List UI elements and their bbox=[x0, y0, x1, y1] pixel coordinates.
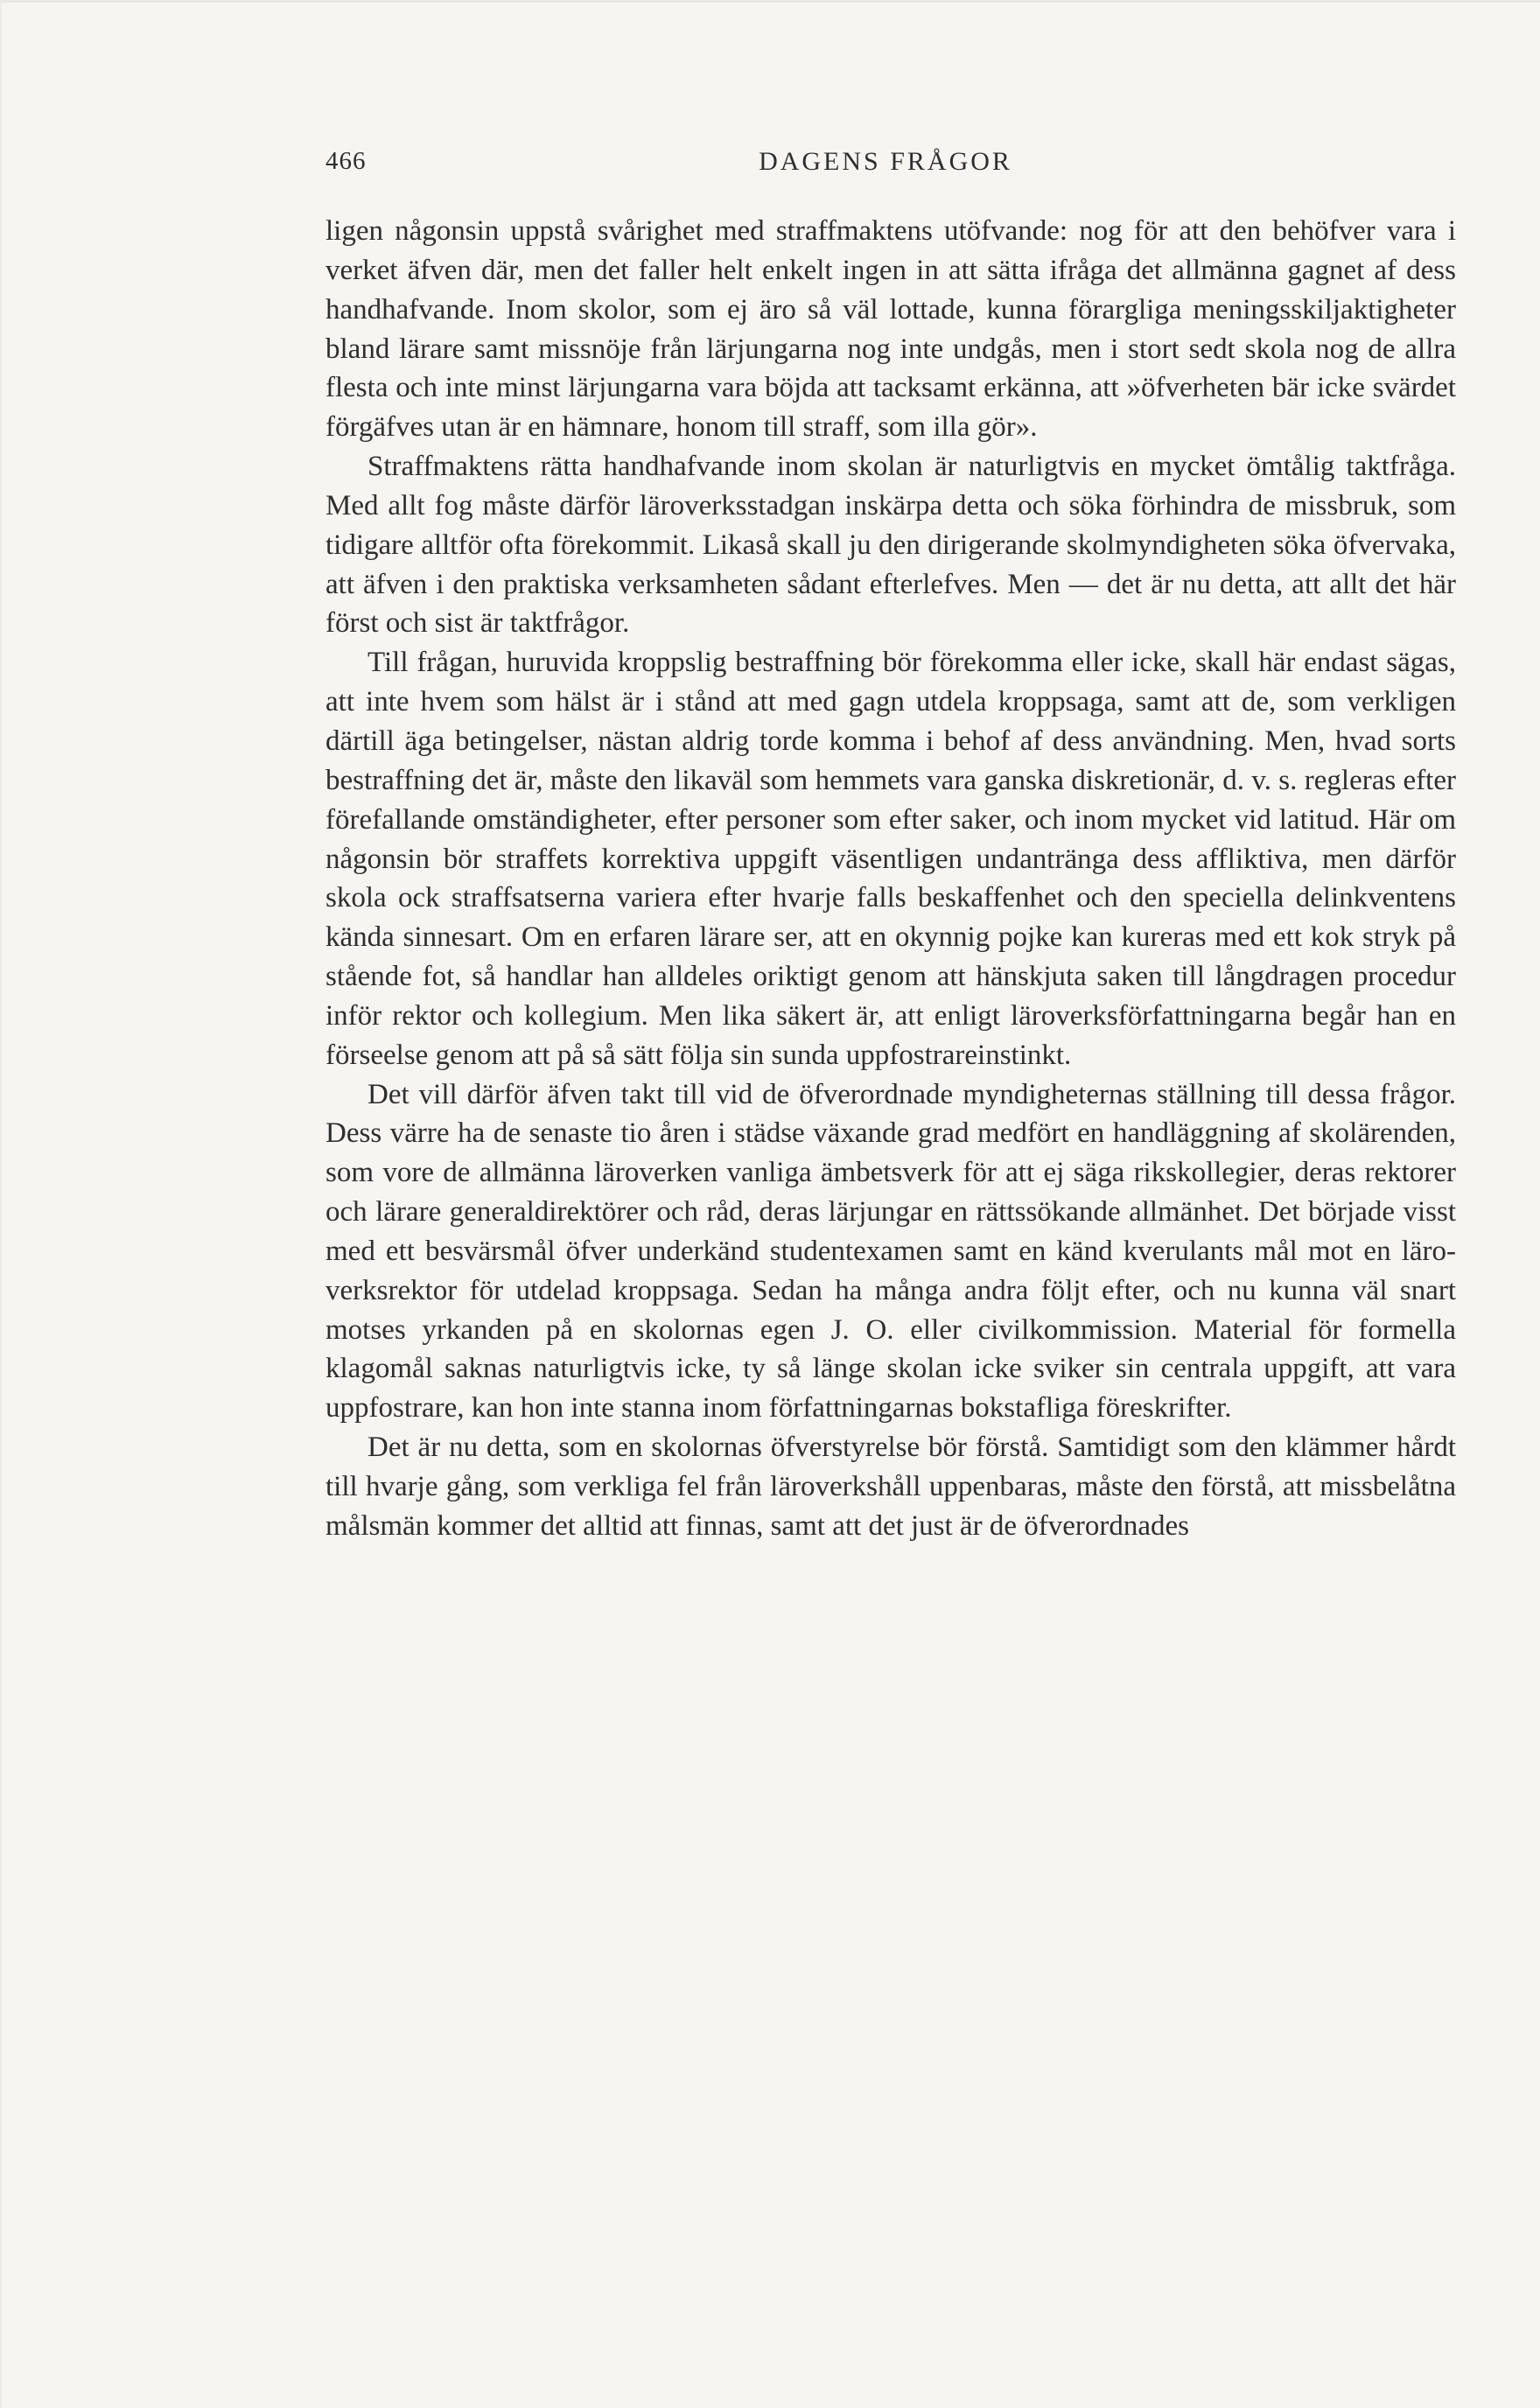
paragraph: Straffmaktens rätta handhafvande inom skolan är naturligtvis en mycket ömtålig taktfråga. Med allt fog måste därför läroverksstadgan inskärpa detta och söka förhindra de missbruk, som tidigare alltför ofta förekommit. Likaså skall ju den dirigerande skolmyndigheten söka öfvervaka, att äfven i den praktiska verksamheten sådant efterlefves. Men — det är nu detta, att allt det här först och sist är taktfrågor. bbox=[326, 451, 1456, 640]
page-number: 466 bbox=[326, 147, 367, 175]
paragraph: ligen någonsin uppstå svårighet med straffmaktens utöfvande: nog för att den behöfver vara i verket äfven där, men det faller helt enkelt ingen in att sätta ifråga det allmänna gagnet af dess handhafvande. Inom skolor, som ej äro så väl lottade, kunna förargliga meningsskiljaktigheter bland lärare samt missnöje från lärjungarna nog inte undgås, men i stort sedt skola nog de allra flesta och inte minst lärjungarna vara böjda att tacksamt erkänna, att »öfverheten bär icke svärdet förgäfves utan är en hämnare, honom till straff, som illa gör». bbox=[326, 215, 1456, 444]
running-title: DAGENS FRÅGOR bbox=[759, 147, 1012, 176]
paragraph: Till frågan, huruvida kroppslig bestraffning bör förekomma eller icke, skall här endast sägas, att inte hvem som hälst är i stånd att med gagn utdela kroppsaga, samt att de, som verkligen därtill äga betingelser, nästan aldrig torde komma i behof af dess användning. Men, hvad sorts bestraffning det är, måste den likaväl som hemmets vara ganska diskretionär, d. v. s. regleras efter förefallande omständigheter, efter personer som efter saker, och inom mycket vid latitud. Här om någonsin bör straffets korrektiva uppgift väsentligen undantränga dess affliktiva, men därför skola ock straffsatserna variera efter hvarje falls beskaffenhet och den speciella delinkventens kända sinnesart. Om en erfaren lärare ser, att en okynnig pojke kan kureras med ett kok stryk på stående fot, så handlar han alldeles oriktigt genom att hänskjuta saken till långdragen procedur inför rektor och kollegium. Men lika säkert är, att enligt läroverksförfattningarna begår han en förseelse genom att på så sätt följa sin sunda uppfostrareinstinkt. bbox=[326, 647, 1456, 1071]
running-header bbox=[326, 147, 1446, 191]
body-text bbox=[326, 212, 1456, 1546]
paragraph: Det vill därför äfven takt till vid de öfverordnade myndigheternas ställning till dessa frågor. Dess värre ha de senaste tio åren i städse växande grad medfört en handläggning af skolärenden, som vore de allmänna läroverken vanliga ämbetsverk för att ej säga rikskollegier, deras rektorer och lärare generaldirektörer och råd, deras lärjungar en rättssökande allmänhet. Det började visst med ett besvärsmål öfver underkänd studentexamen samt en känd kverulants mål mot en läroverksrektor för utdelad kroppsaga. Sedan ha många andra följt efter, och nu kunna väl snart motses yrkanden på en skolornas egen J. O. eller civilkommission. Material för formella klagomål saknas naturligtvis icke, ty så länge skolan icke sviker sin centrala uppgift, att vara uppfostrare, kan hon inte stanna inom författningarnas bokstafliga föreskrifter. bbox=[326, 1078, 1456, 1424]
paragraph: Det är nu detta, som en skolornas öfverstyrelse bör förstå. Samtidigt som den klämmer hårdt till hvarje gång, som verkliga fel från läroverkshåll uppenbaras, måste den förstå, att missbelåtna målsmän kommer det alltid att finnas, samt att det just är de öfverordnades bbox=[326, 1432, 1456, 1542]
